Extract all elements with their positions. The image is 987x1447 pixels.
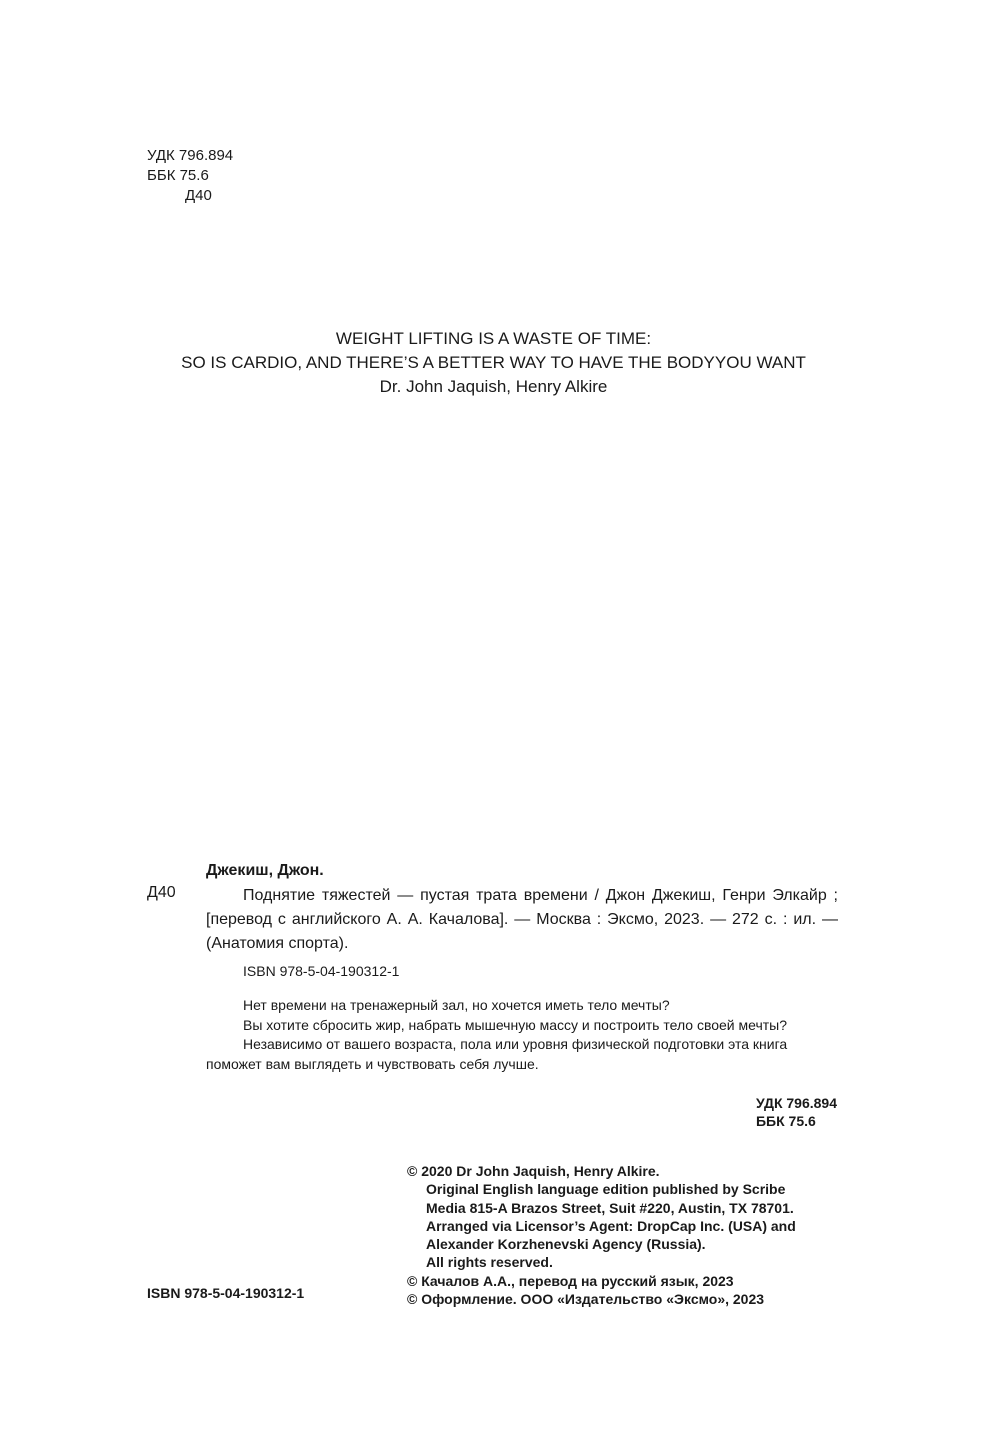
annotation-paragraph: Вы хотите сбросить жир, набрать мышечную массу и построить тело своей мечты?: [243, 1016, 788, 1033]
bibliographic-description: [206, 884, 838, 956]
annotation-paragraph: Независимо от вашего возраста, пола или уровня физической подготовки эта книга поможет вам выглядеть и чувствовать себя лучше.: [206, 1036, 788, 1072]
classification-block: [147, 146, 233, 206]
author-mark: Д40: [185, 187, 212, 204]
isbn-bottom: ISBN 978-5-04-190312-1: [147, 1285, 305, 1301]
original-title-line-1: WEIGHT LIFTING IS A WASTE OF TIME:: [335, 329, 652, 348]
card-bbk: ББК 75.6: [755, 1113, 816, 1129]
original-title-line-2: SO IS CARDIO, AND THERE’S A BETTER WAY TO HAVE THE BODYYOU WANT: [181, 353, 806, 372]
copyright-line: Media 815-A Brazos Street, Suit #220, Austin, TX 78701.: [426, 1199, 794, 1216]
annotation: [206, 996, 838, 1074]
copyright-line: All rights reserved.: [426, 1254, 553, 1271]
copyright-translation: © Качалов А.А., перевод на русский язык, 2023: [407, 1272, 734, 1289]
udk-code: УДК 796.894: [147, 147, 234, 164]
original-authors: Dr. John Jaquish, Henry Alkire: [379, 377, 608, 396]
copyright-line: Arranged via Licensor’s Agent: DropCap Inc. (USA) and: [426, 1217, 796, 1234]
card-author-heading: Джекиш, Джон.: [206, 862, 324, 879]
card-classification: [600, 1094, 837, 1130]
description-text: Поднятие тяжестей — пустая трата времени / Джон Джекиш, Генри Элкайр ; [перевод с английского А. А. Качалова]. — Москва : Эксмо, 2023. — 272 с. : ил. — (Анатомия спорта).: [206, 887, 838, 952]
original-title-block: [0, 327, 987, 399]
card-udk: УДК 796.894: [755, 1095, 837, 1111]
annotation-paragraph: Нет времени на тренажерный зал, но хочется иметь тело мечты?: [243, 997, 670, 1013]
card-isbn: ISBN 978-5-04-190312-1: [243, 963, 400, 979]
card-author-mark: Д40: [147, 884, 176, 901]
copyright-main: © 2020 Dr John Jaquish, Henry Alkire.: [407, 1163, 660, 1179]
copyright-design: © Оформление. ООО «Издательство «Эксмо», 2023: [407, 1291, 765, 1308]
copyright-line: Original English language edition published by Scribe: [426, 1181, 786, 1198]
copyright-line: Alexander Korzhenevski Agency (Russia).: [426, 1236, 706, 1253]
copyright-block: [407, 1162, 847, 1308]
bbk-code: ББК 75.6: [147, 167, 209, 184]
